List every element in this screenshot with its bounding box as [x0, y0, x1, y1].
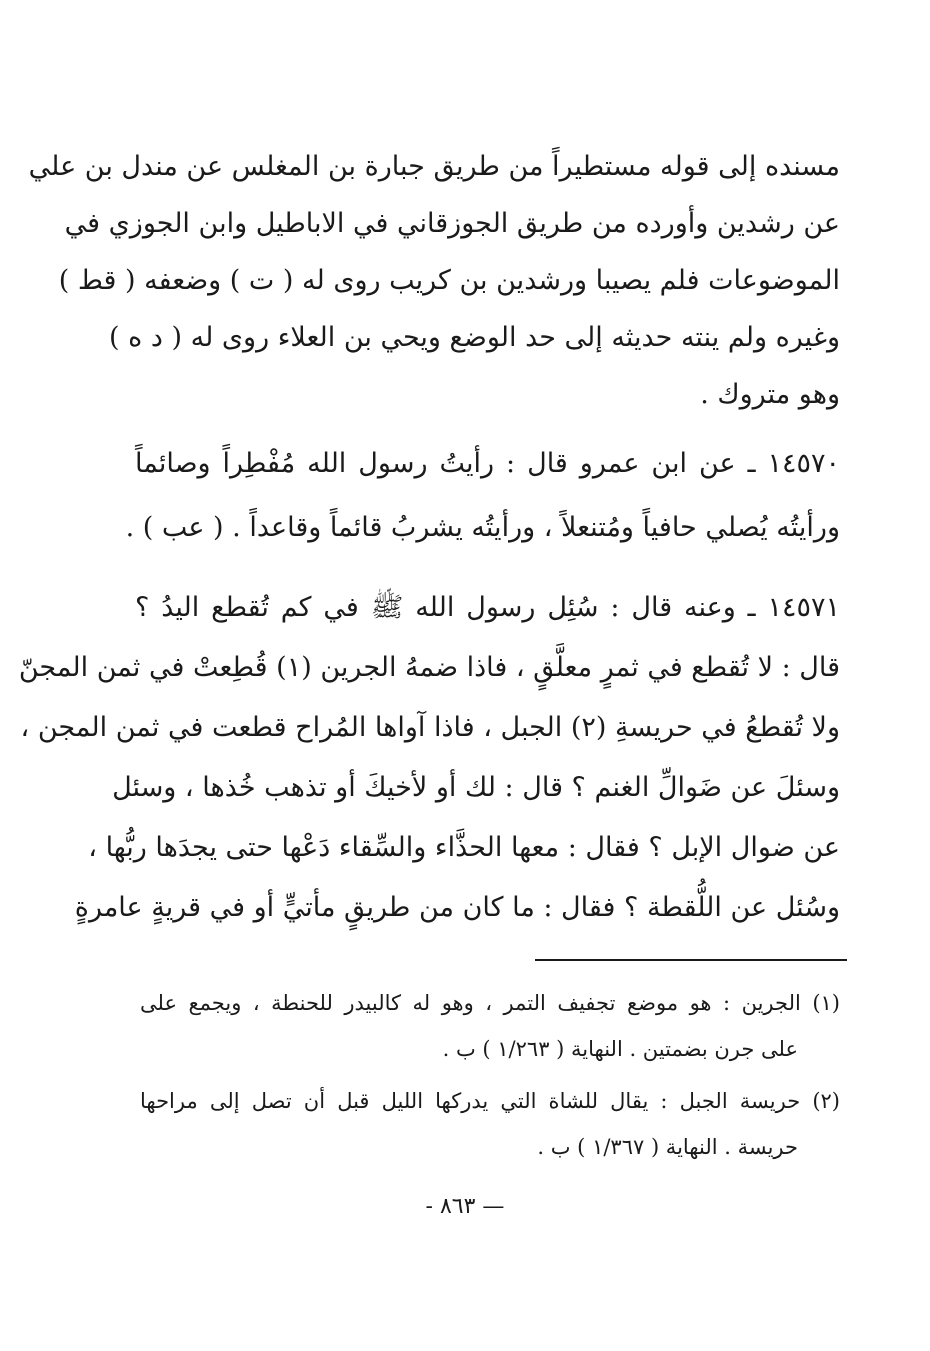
- hadith-14570: [125, 432, 840, 560]
- page-number: — ٨٦٣ -: [425, 1194, 505, 1219]
- footnote-2: [140, 1078, 840, 1170]
- text-line: وسُئل عن اللُّقطة ؟ فقال : ما كان من طريقٍ مأتيٍّ أو في قريةٍ عامرةٍ: [74, 892, 840, 923]
- text-line: عن رشدين وأورده من طريق الجوزقاني في الاباطيل وابن الجوزي في: [64, 208, 840, 239]
- text-line: وهو متروك .: [700, 379, 840, 410]
- text-line: مسنده إلى قوله مستطيراً من طريق جبارة بن المغلس عن مندل بن علي: [28, 151, 840, 182]
- footnote-line: (١) الجرين : هو موضع تجفيف التمر ، وهو له كالبيدر للحنطة ، ويجمع على: [140, 991, 840, 1015]
- text-line: ١٤٥٧٠ ـ عن ابن عمرو قال : رأيتُ رسول الله مُفْطِراً وصائماً: [135, 448, 840, 479]
- hadith-14571: [18, 578, 840, 938]
- paragraph-continuation: [28, 138, 840, 423]
- text-line: ولا تُقطعُ في حريسةِ (٢) الجبل ، فاذا آواها المُراح قطعت في ثمن المجن ،: [20, 712, 840, 743]
- footnote-line: (٢) حريسة الجبل : يقال للشاة التي يدركها الليل قبل أن تصل إلى مراحها: [140, 1089, 840, 1113]
- footnote-1: [140, 980, 840, 1072]
- text-line: وغيره ولم ينته حديثه إلى حد الوضع ويحي بن العلاء روى له ( د ه ): [109, 322, 840, 353]
- text-line: الموضوعات فلم يصيبا ورشدين بن كريب روى له ( ت ) وضعفه ( قط ): [58, 265, 840, 296]
- text-line: ١٤٥٧١ ـ وعنه قال : سُئِل رسول الله ﷺ في كم تُقطع اليدُ ؟: [135, 592, 840, 623]
- text-line: وسئلَ عن ضَوالِّ الغنم ؟ قال : لك أو لأخيكَ أو تذهب خُذها ، وسئل: [112, 772, 840, 803]
- text-line: ورأيتُه يُصلي حافياً ومُتنعلاً ، ورأيتُه يشربُ قائماً وقاعداً . ( عب ) .: [125, 512, 840, 543]
- footnote-divider: [535, 959, 847, 961]
- footnote-line: على جرن بضمتين . النهاية ( ١/٢٦٣ ) ب .: [442, 1037, 798, 1061]
- footnote-line: حريسة . النهاية ( ١/٣٦٧ ) ب .: [537, 1135, 798, 1159]
- text-line: قال : لا تُقطع في ثمرٍ معلَّقٍ ، فاذا ضمهُ الجرين (١) قُطِعتْ في ثمن المجنّ: [18, 652, 840, 683]
- text-line: عن ضوال الإبل ؟ فقال : معها الحذَّاء والسِّقاء دَعْها حتى يجدَها ربُّها ،: [88, 832, 840, 863]
